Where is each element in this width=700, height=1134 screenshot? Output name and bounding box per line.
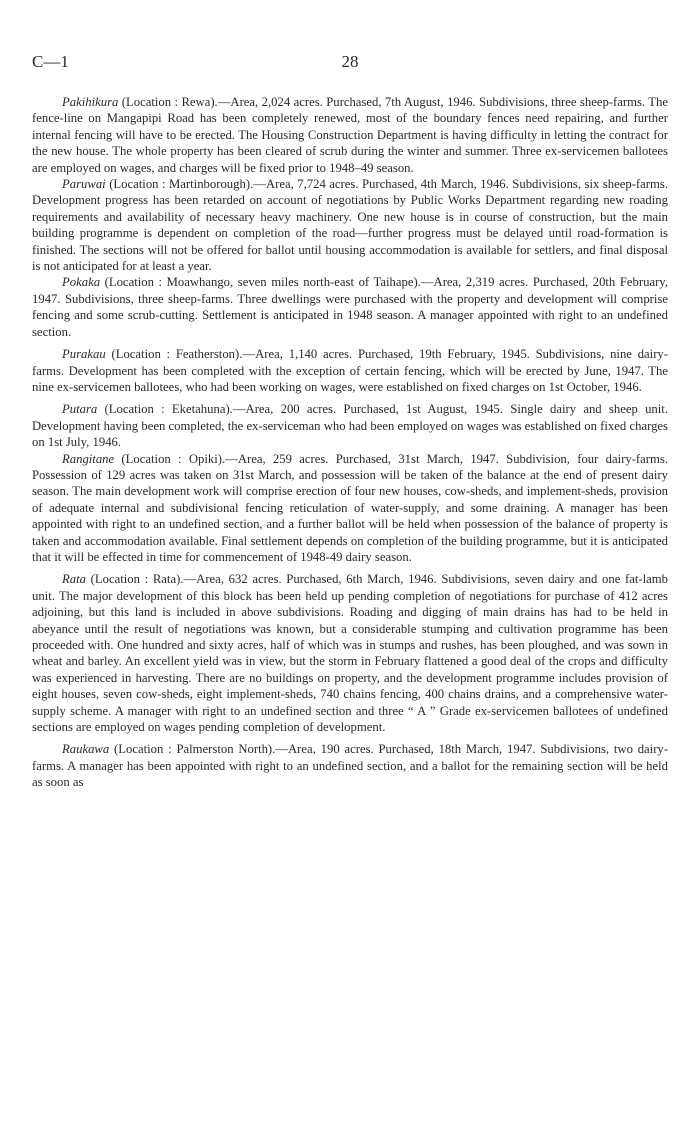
block-description: (Location : Eketahuna).—Area, 200 acres. Purchased, 1st August, 1945. Single dairy and sheep unit. Development having been completed, the ex-serviceman who had been employed on wages was established on fixed charges on 1st July, 1946. xyxy=(32,402,668,450)
entry-raukawa xyxy=(32,741,668,790)
block-name: Paruwai xyxy=(62,177,106,192)
entry-rata xyxy=(32,571,668,735)
entry-purakau xyxy=(32,346,668,395)
block-description: (Location : Palmerston North).—Area, 190 acres. Purchased, 18th March, 1947. Subdivisions, two dairy-farms. A manager has been appointed with right to an undefined section, and a ballot for the remaining section will be held as soon as xyxy=(32,742,668,790)
block-name: Rangitane xyxy=(62,451,115,466)
block-description: (Location : Opiki).—Area, 259 acres. Purchased, 31st March, 1947. Subdivision, four dairy-farms. Possession of 129 acres was taken on 31st March, and possession will be taken of the balance at the end of present dairy season. The main development work will comprise erection of four new houses, cow-sheds, and implement-sheds, provision of adequate internal and subdivisional fencing reticulation of water-supply, and some draining. A manager has been appointed with right to an undefined section, and a further ballot will be held when possession of the balance of property is taken and accommodation available. Final settlement depends on completion of the building programme, but it is anticipated that it will be effected in time for commencement of 1948-49 dairy season. xyxy=(32,451,668,564)
entry-paruwai xyxy=(32,176,668,274)
block-description: (Location : Martinborough).—Area, 7,724 acres. Purchased, 4th March, 1946. Subdivisions, six sheep-farms. Development progress has been retarded on account of negotiations by Public Works Department regarding new roading requirements and availability of necessary heavy machinery. One new house is in course of construction, but the main building programme is dependent on completion of the road—further progress must be delayed until road-formation is finished. The sections will not be offered for ballot until housing accommodation is available for settlers, and final disposal is not anticipated for at least a year. xyxy=(32,177,668,274)
block-name: Putara xyxy=(62,402,98,417)
block-description: (Location : Featherston).—Area, 1,140 acres. Purchased, 19th February, 1945. Subdivisions, nine dairy-farms. Development has been completed with the exception of certain fencing, which will be erected by June, 1947. The nine ex-servicemen ballotees, who had been working on wages, were established on fixed charges on 1st October, 1946. xyxy=(32,347,668,394)
block-name: Rata xyxy=(62,572,86,587)
block-description: (Location : Rewa).—Area, 2,024 acres. Purchased, 7th August, 1946. Subdivisions, three sheep-farms. The fence-line on Mangapipi Road has been completely renewed, most of the boundary fences need repairing, and further internal fencing will have to be erected. The Housing Construction Department is having difficulty in letting the contract for the new house. The whole property has been cleared of scrub during the winter and summer. Three ex-servicemen ballotees are employed on wages, and charges will be fixed prior to 1948–49 season. xyxy=(32,95,668,175)
block-name: Pokaka xyxy=(62,275,101,290)
block-description: (Location : Rata).—Area, 632 acres. Purchased, 6th March, 1946. Subdivisions, seven dairy and one fat-lamb unit. The major development of this block has been held up pending completion of negotiations for purchase of 412 acres adjoining, but this land is included in above subdivisions. Roading and digging of main drains has had to be held in abeyance until the result of negotiations was known, but a considerable stumping and cultivation programme has been proceeded with. One hundred and sixty acres, half of which was in stumps and rushes, has been ploughed, and was sown in wheat and barley. An excellent yield was in view, but the storm in February flattened a good deal of the crops and difficulty was experienced in harvesting. There are no buildings on property, and the development programme includes provision of eight houses, seven cow-sheds, eight implement-sheds, 740 chains fencing, 400 chains drains, and a comprehensive water-supply scheme. A manager with right to an undefined section and three “ A ” Grade ex-servicemen ballotees of undefined sections are employed on wages pending completion of development. xyxy=(32,572,668,735)
block-name: Raukawa xyxy=(62,742,110,757)
page-header xyxy=(32,52,668,74)
entry-pakihikura xyxy=(32,94,668,176)
page-number: 28 xyxy=(341,52,359,71)
entry-rangitane xyxy=(32,451,668,566)
block-name: Purakau xyxy=(62,347,106,362)
entry-putara xyxy=(32,401,668,450)
report-reference: C—1 xyxy=(32,52,69,71)
block-name: Pakihikura xyxy=(62,95,119,109)
body-text xyxy=(32,94,668,791)
block-description: (Location : Moawhango, seven miles north-east of Taihape).—Area, 2,319 acres. Purchased, 20th February, 1947. Subdivisions, three sheep-farms. Three dwellings were purchased with the property and development will comprise fencing and some scrub-cutting. Settlement is anticipated in 1948 season. A manager appointed with right to an undefined section. xyxy=(32,275,668,339)
entry-pokaka xyxy=(32,274,668,340)
